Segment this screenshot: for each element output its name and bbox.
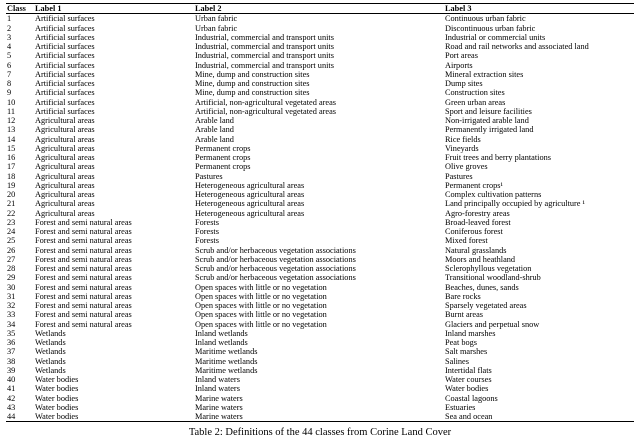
label1-cell: Agricultural areas [35,171,95,181]
label3-cell: Salines [445,356,469,366]
label3-cell: Moors and heathland [445,254,516,264]
label1-cell: Forest and semi natural areas [35,264,132,273]
label2-cell: Open spaces with little or no vegetation [195,310,327,320]
table-row [6,135,634,144]
label1-cell: Water bodies [35,412,79,421]
class-cell: 24 [7,227,16,236]
table-row [6,98,634,107]
class-cell: 29 [7,273,16,283]
label1-cell: Forest and semi natural areas [35,282,132,292]
class-cell: 23 [7,217,16,227]
label1-cell: Artificial surfaces [35,42,95,51]
class-cell: 33 [7,310,16,320]
label2-cell: Scrub and/or herbaceous vegetation associations [195,264,356,273]
table-row [6,125,634,134]
label2-cell: Open spaces with little or no vegetation [195,282,327,292]
label1-cell: Artificial surfaces [35,69,95,79]
column-header: Label 1 [34,4,194,14]
class-cell: 34 [7,319,16,329]
table-row [6,375,634,384]
class-cell: 42 [7,393,16,403]
label1-cell: Artificial surfaces [35,106,95,116]
label3-cell: Road and rail networks and associated land [445,42,589,51]
label3-cell: Land principally occupied by agriculture ¹ [445,199,586,209]
class-cell: 8 [7,79,12,88]
class-cell: 14 [7,134,16,144]
label2-cell: Open spaces with little or no vegetation [195,301,327,310]
label2-cell: Industrial, commercial and transport units [195,60,334,70]
label3-cell: Vineyards [445,143,479,153]
label1-cell: Water bodies [35,393,79,403]
table-row [6,162,634,171]
clc-table [6,3,634,422]
table-row [6,107,634,116]
table-row [6,338,634,347]
class-cell: 2 [7,23,12,33]
class-cell: 38 [7,356,16,366]
label1-cell: Artificial surfaces [35,32,95,42]
label2-cell: Inland wetlands [195,328,248,338]
table-row [6,384,634,393]
table-row [6,153,634,162]
table-row [6,33,634,42]
label1-cell: Agricultural areas [35,116,95,125]
label2-cell: Industrial, commercial and transport units [195,32,334,42]
label1-cell: Forest and semi natural areas [35,291,132,301]
label2-cell: Marine waters [195,402,243,412]
label3-cell: Discontinuous urban fabric [445,23,536,33]
label1-cell: Agricultural areas [35,125,95,135]
label1-cell: Forest and semi natural areas [35,273,132,283]
class-cell: 30 [7,282,16,292]
class-cell: 31 [7,291,16,301]
table-row [6,329,634,338]
label3-cell: Beaches, dunes, sands [445,282,519,292]
table-row [6,347,634,356]
label2-cell: Scrub and/or herbaceous vegetation associations [195,254,356,264]
label3-cell: Port areas [445,51,478,61]
label3-cell: Burnt areas [445,310,484,320]
label3-cell: Sclerophyllous vegetation [445,264,532,273]
table-row [6,144,634,153]
table-row [6,51,634,60]
label2-cell: Mine, dump and construction sites [195,69,310,79]
class-cell: 13 [7,125,16,135]
class-cell: 26 [7,245,16,255]
label2-cell: Scrub and/or herbaceous vegetation associations [195,245,356,255]
class-cell: 18 [7,171,16,181]
class-cell: 19 [7,180,16,190]
label1-cell: Agricultural areas [35,180,95,190]
table-header [6,4,634,14]
table-row [6,246,634,255]
class-cell: 37 [7,347,16,357]
label3-cell: Agro-forestry areas [445,208,510,218]
class-cell: 16 [7,153,16,162]
class-cell: 39 [7,365,16,375]
label3-cell: Sea and ocean [445,412,493,421]
label3-cell: Salt marshes [445,347,488,357]
table-row [6,255,634,264]
table-row [6,61,634,70]
column-header: Label 3 [444,4,634,14]
class-cell: 3 [7,32,12,42]
class-cell: 7 [7,69,12,79]
label3-cell: Fruit trees and berry plantations [445,153,551,162]
label2-cell: Artificial, non-agricultural vegetated areas [195,106,336,116]
table-row [6,181,634,190]
label3-cell: Estuaries [445,402,476,412]
table-row [6,88,634,97]
label1-cell: Forest and semi natural areas [35,236,132,246]
label3-cell: Complex cultivation patterns [445,190,542,199]
table-row [6,24,634,33]
label2-cell: Heterogeneous agricultural areas [195,190,305,199]
class-cell: 32 [7,301,16,310]
label3-cell: Coniferous forest [445,227,503,236]
label2-cell: Heterogeneous agricultural areas [195,180,305,190]
label1-cell: Forest and semi natural areas [35,227,132,236]
label2-cell: Heterogeneous agricultural areas [195,208,305,218]
label3-cell: Airports [445,60,473,70]
label2-cell: Maritime wetlands [195,365,258,375]
label3-cell: Broad-leaved forest [445,217,511,227]
table-row [6,412,634,422]
label2-cell: Urban fabric [195,23,238,33]
label2-cell: Heterogeneous agricultural areas [195,199,305,209]
label2-cell: Open spaces with little or no vegetation [195,291,327,301]
label1-cell: Agricultural areas [35,208,95,218]
table-row [6,273,634,282]
label1-cell: Artificial surfaces [35,88,95,98]
table-row [6,209,634,218]
table-row [6,42,634,51]
class-cell: 20 [7,190,16,199]
label2-cell: Industrial, commercial and transport units [195,42,334,51]
class-cell: 10 [7,97,16,107]
table-row [6,403,634,412]
label3-cell: Glaciers and perpetual snow [445,319,540,329]
label3-cell: Olive groves [445,162,488,172]
label3-cell: Permanent crops¹ [445,180,504,190]
label2-cell: Artificial, non-agricultural vegetated areas [195,97,336,107]
label3-cell: Natural grasslands [445,245,507,255]
table-row [6,357,634,366]
class-cell: 35 [7,328,16,338]
label1-cell: Wetlands [35,347,66,357]
label2-cell: Arable land [195,125,234,135]
table-row [6,236,634,245]
table-row [6,264,634,273]
label1-cell: Agricultural areas [35,190,95,199]
class-cell: 6 [7,60,12,70]
label2-cell: Maritime wetlands [195,356,258,366]
table-row [6,116,634,125]
table-row [6,172,634,181]
label2-cell: Forests [195,236,219,246]
table-caption: Table 2: Definitions of the 44 classes from Corine Land Cover [188,427,452,438]
label3-cell: Peat bogs [445,338,478,347]
label1-cell: Artificial surfaces [35,14,95,24]
table-row [6,283,634,292]
class-cell: 27 [7,254,16,264]
label3-cell: Coastal lagoons [445,393,498,403]
label3-cell: Mineral extraction sites [445,69,524,79]
label3-cell: Industrial or commercial units [445,32,546,42]
table-container [6,3,634,422]
label1-cell: Wetlands [35,356,66,366]
label3-cell: Water bodies [445,384,489,394]
label2-cell: Marine waters [195,412,243,421]
label2-cell: Scrub and/or herbaceous vegetation associations [195,273,356,283]
label3-cell: Permanently irrigated land [445,125,534,135]
class-cell: 21 [7,199,16,209]
label3-cell: Pastures [445,171,473,181]
label2-cell: Permanent crops [195,162,251,172]
label2-cell: Permanent crops [195,143,251,153]
label2-cell: Industrial, commercial and transport units [195,51,334,61]
label2-cell: Open spaces with little or no vegetation [195,319,327,329]
label1-cell: Wetlands [35,365,66,375]
label3-cell: Construction sites [445,88,505,98]
label2-cell: Inland wetlands [195,338,248,347]
label1-cell: Agricultural areas [35,143,95,153]
class-cell: 1 [7,14,12,24]
label1-cell: Agricultural areas [35,134,95,144]
column-header: Class [6,4,34,14]
table-row [6,227,634,236]
class-cell: 9 [7,88,12,98]
label2-cell: Forests [195,227,219,236]
class-cell: 28 [7,264,16,273]
label3-cell: Dump sites [445,79,483,88]
table-body [6,14,634,422]
label2-cell: Pastures [195,171,223,181]
label3-cell: Continuous urban fabric [445,14,526,24]
table-row [6,320,634,329]
label1-cell: Agricultural areas [35,162,95,172]
label3-cell: Sparsely vegetated areas [445,301,527,310]
class-cell: 11 [7,106,15,116]
label1-cell: Forest and semi natural areas [35,254,132,264]
table-row [6,301,634,310]
label1-cell: Artificial surfaces [35,23,95,33]
label2-cell: Urban fabric [195,14,238,24]
column-header: Label 2 [194,4,444,14]
table-row [6,199,634,208]
label2-cell: Maritime wetlands [195,347,258,357]
label3-cell: Rice fields [445,134,481,144]
label1-cell: Artificial surfaces [35,60,95,70]
label3-cell: Mixed forest [445,236,488,246]
label1-cell: Water bodies [35,375,79,384]
label1-cell: Artificial surfaces [35,97,95,107]
class-cell: 4 [7,42,12,51]
table-row [6,292,634,301]
table-row [6,70,634,79]
table-row [6,394,634,403]
class-cell: 40 [7,375,16,384]
label3-cell: Green urban areas [445,97,506,107]
label3-cell: Water courses [445,375,492,384]
table-row [6,190,634,199]
label1-cell: Forest and semi natural areas [35,310,132,320]
label2-cell: Forests [195,217,219,227]
label1-cell: Forest and semi natural areas [35,245,132,255]
class-cell: 5 [7,51,12,61]
label3-cell: Transitional woodland-shrub [445,273,541,283]
label1-cell: Water bodies [35,384,79,394]
label1-cell: Agricultural areas [35,199,95,209]
label3-cell: Bare rocks [445,291,481,301]
label2-cell: Inland waters [195,375,240,384]
label2-cell: Arable land [195,134,234,144]
label2-cell: Marine waters [195,393,243,403]
class-cell: 41 [7,384,16,394]
table-row [6,366,634,375]
label2-cell: Mine, dump and construction sites [195,79,310,88]
table-row [6,14,634,24]
label1-cell: Wetlands [35,328,66,338]
label1-cell: Forest and semi natural areas [35,217,132,227]
class-cell: 25 [7,236,16,246]
class-cell: 15 [7,143,16,153]
label3-cell: Non-irrigated arable land [445,116,529,125]
table-row [6,310,634,319]
label1-cell: Artificial surfaces [35,79,95,88]
class-cell: 43 [7,402,16,412]
label3-cell: Intertidal flats [445,365,492,375]
class-cell: 22 [7,208,16,218]
label2-cell: Mine, dump and construction sites [195,88,310,98]
header-row [6,4,634,14]
label1-cell: Forest and semi natural areas [35,301,132,310]
label1-cell: Agricultural areas [35,153,95,162]
class-cell: 44 [7,412,16,421]
table-row [6,218,634,227]
label2-cell: Inland waters [195,384,240,394]
label2-cell: Permanent crops [195,153,251,162]
class-cell: 12 [7,116,16,125]
label1-cell: Wetlands [35,338,66,347]
label1-cell: Forest and semi natural areas [35,319,132,329]
class-cell: 17 [7,162,16,172]
label1-cell: Water bodies [35,402,79,412]
table-row [6,79,634,88]
label3-cell: Sport and leisure facilities [445,106,532,116]
label2-cell: Arable land [195,116,234,125]
label1-cell: Artificial surfaces [35,51,95,61]
label3-cell: Inland marshes [445,328,496,338]
class-cell: 36 [7,338,16,347]
